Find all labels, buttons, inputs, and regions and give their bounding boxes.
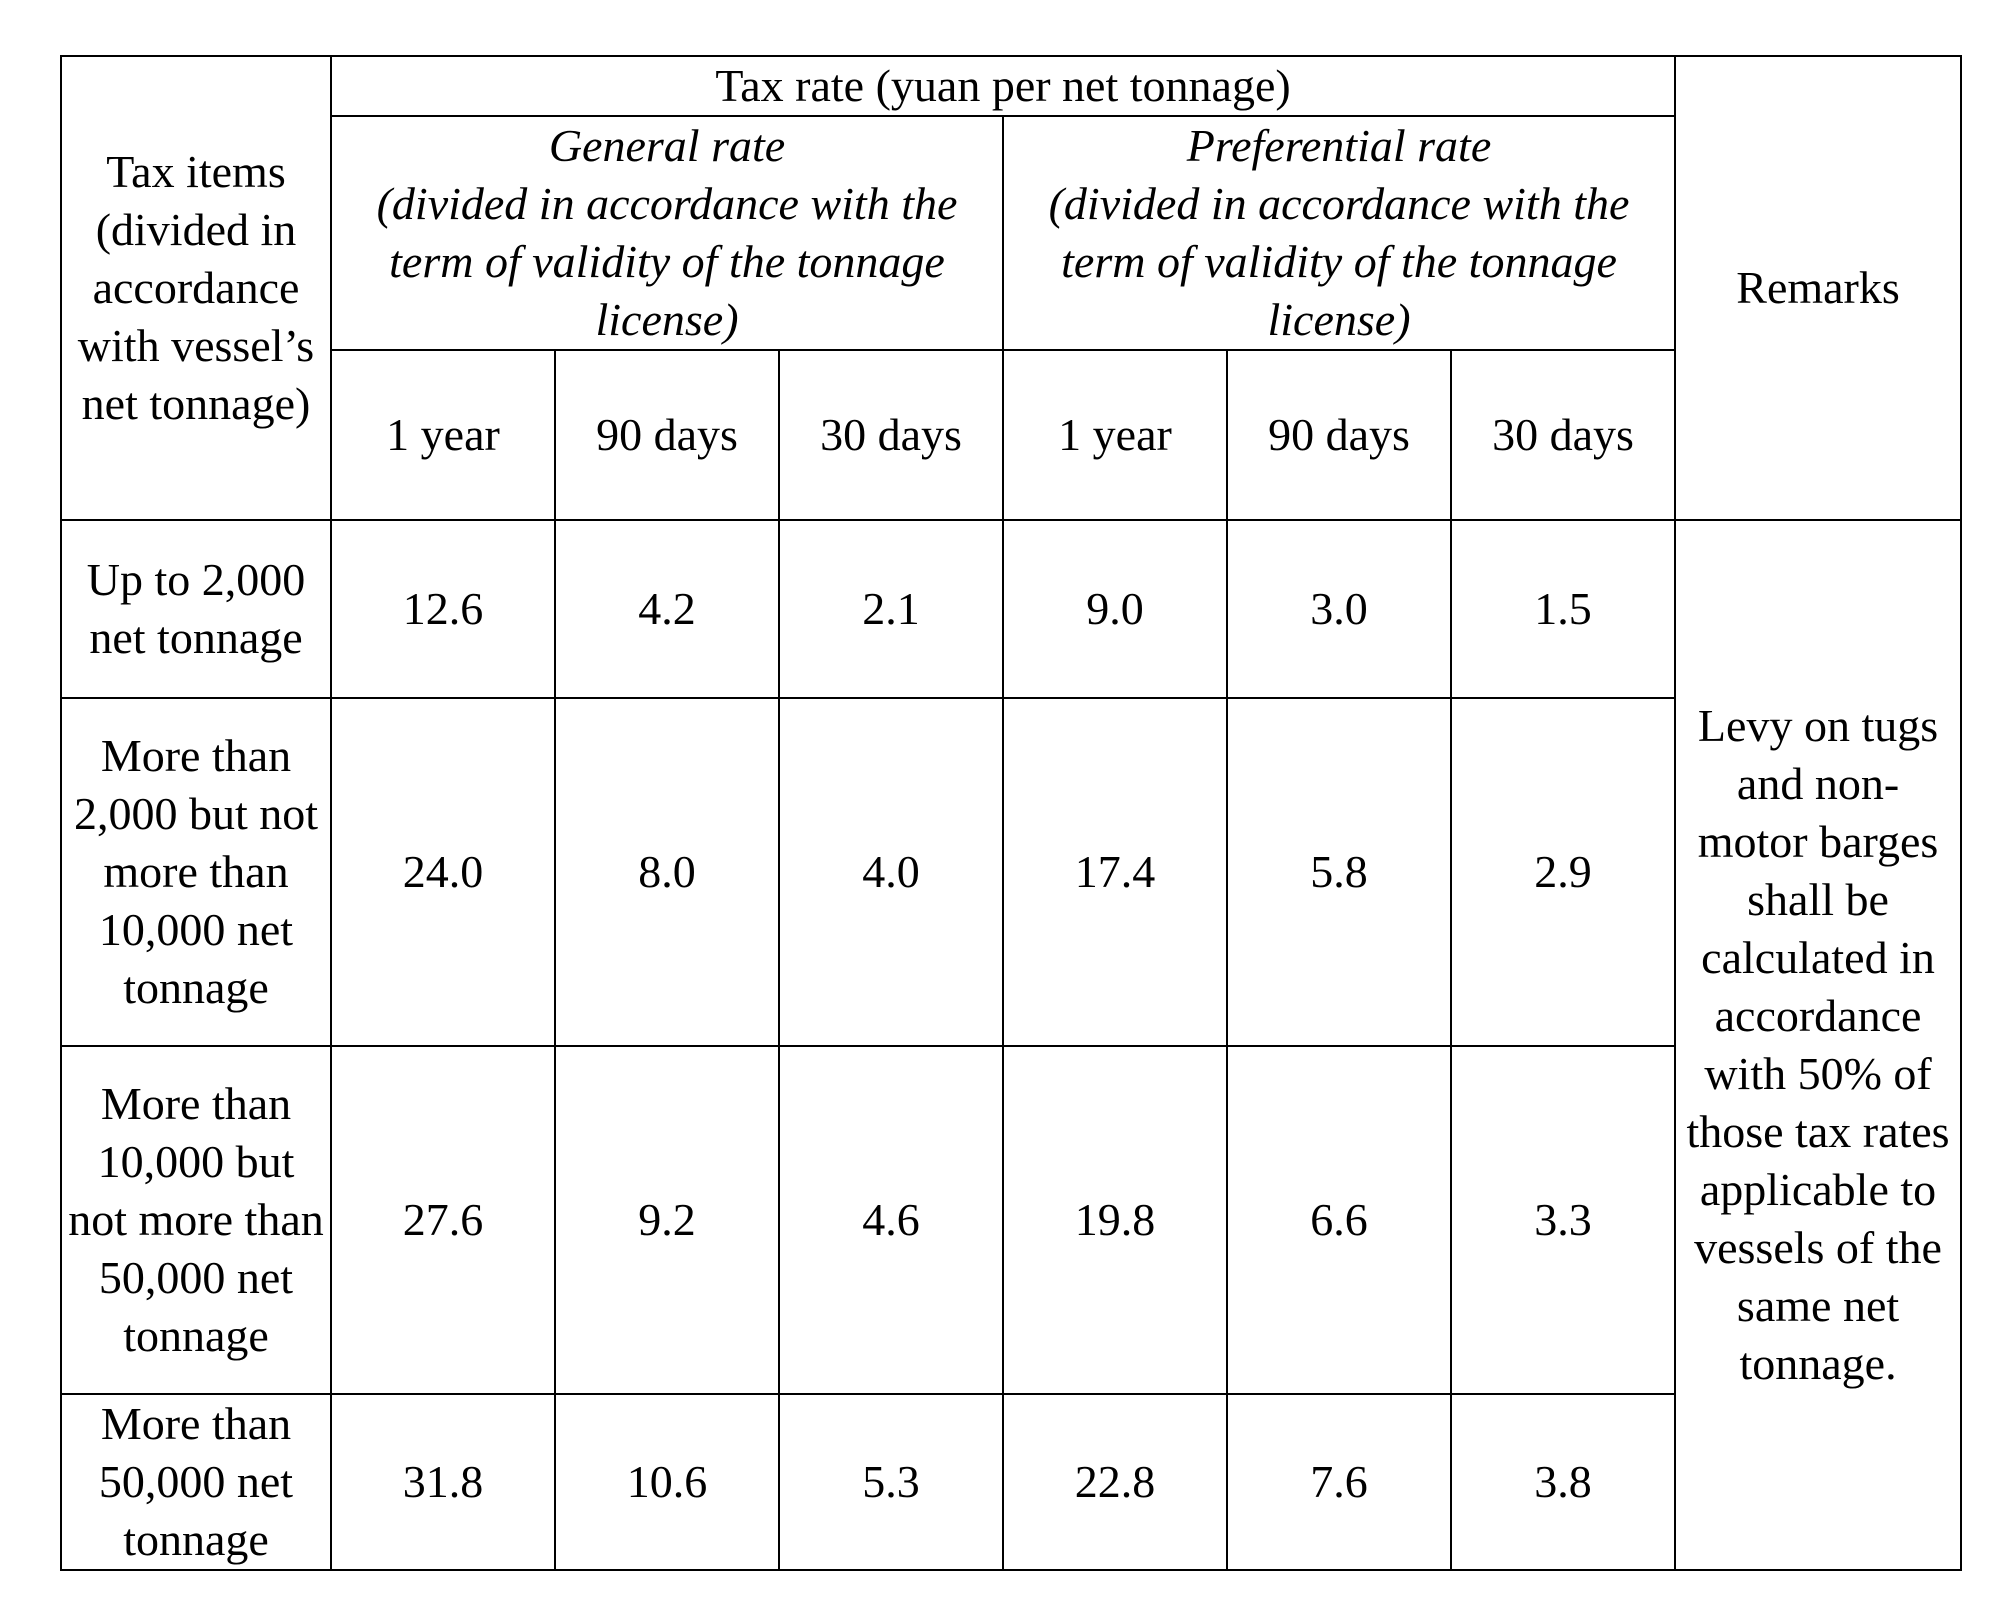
- period-header-general-1-year: 1 year: [331, 350, 555, 520]
- rate-cell: 5.8: [1227, 698, 1451, 1046]
- general-rate-note: (divided in accordance with the term of validity of the tonnage license): [376, 178, 958, 345]
- rate-cell: 17.4: [1003, 698, 1227, 1046]
- rate-cell: 9.0: [1003, 520, 1227, 698]
- row-tax-item: More than 10,000 but not more than 50,000 net tonnage: [61, 1046, 331, 1394]
- tax-items-header: Tax items (divided in accordance with vessel’s net tonnage): [61, 56, 331, 520]
- general-rate-title: General rate: [548, 120, 786, 171]
- rate-cell: 27.6: [331, 1046, 555, 1394]
- rate-cell: 12.6: [331, 520, 555, 698]
- rate-cell: 5.3: [779, 1394, 1003, 1570]
- rate-cell: 2.1: [779, 520, 1003, 698]
- general-rate-header: [331, 116, 1003, 350]
- tax-rate-table-container: [60, 55, 1960, 1571]
- rate-cell: 2.9: [1451, 698, 1675, 1046]
- rate-cell: 22.8: [1003, 1394, 1227, 1570]
- rate-cell: 3.3: [1451, 1046, 1675, 1394]
- rate-cell: 4.6: [779, 1046, 1003, 1394]
- rate-cell: 4.2: [555, 520, 779, 698]
- rate-cell: 10.6: [555, 1394, 779, 1570]
- row-tax-item: More than 2,000 but not more than 10,000 net tonnage: [61, 698, 331, 1046]
- preferential-rate-note: (divided in accordance with the term of validity of the tonnage license): [1048, 178, 1630, 345]
- rate-cell: 3.0: [1227, 520, 1451, 698]
- rate-cell: 3.8: [1451, 1394, 1675, 1570]
- row-tax-item: More than 50,000 net tonnage: [61, 1394, 331, 1570]
- rate-cell: 6.6: [1227, 1046, 1451, 1394]
- period-header-preferential-90-days: 90 days: [1227, 350, 1451, 520]
- period-header-general-30-days: 30 days: [779, 350, 1003, 520]
- remarks-cell: Levy on tugs and non-motor barges shall be calculated in accordance with 50% of those tax rates applicable to vessels of the same net tonnage.: [1675, 520, 1961, 1570]
- rate-cell: 4.0: [779, 698, 1003, 1046]
- rate-cell: 9.2: [555, 1046, 779, 1394]
- tax-rate-table: [60, 55, 1962, 1571]
- table-row: [61, 520, 1961, 698]
- rate-cell: 24.0: [331, 698, 555, 1046]
- row-tax-item: Up to 2,000 net tonnage: [61, 520, 331, 698]
- remarks-header: Remarks: [1675, 56, 1961, 520]
- preferential-rate-title: Preferential rate: [1186, 120, 1492, 171]
- rate-cell: 1.5: [1451, 520, 1675, 698]
- rate-cell: 31.8: [331, 1394, 555, 1570]
- rate-cell: 19.8: [1003, 1046, 1227, 1394]
- tax-rate-header: Tax rate (yuan per net tonnage): [331, 56, 1675, 116]
- period-header-preferential-30-days: 30 days: [1451, 350, 1675, 520]
- period-header-preferential-1-year: 1 year: [1003, 350, 1227, 520]
- rate-cell: 8.0: [555, 698, 779, 1046]
- rate-cell: 7.6: [1227, 1394, 1451, 1570]
- preferential-rate-header: [1003, 116, 1675, 350]
- period-header-general-90-days: 90 days: [555, 350, 779, 520]
